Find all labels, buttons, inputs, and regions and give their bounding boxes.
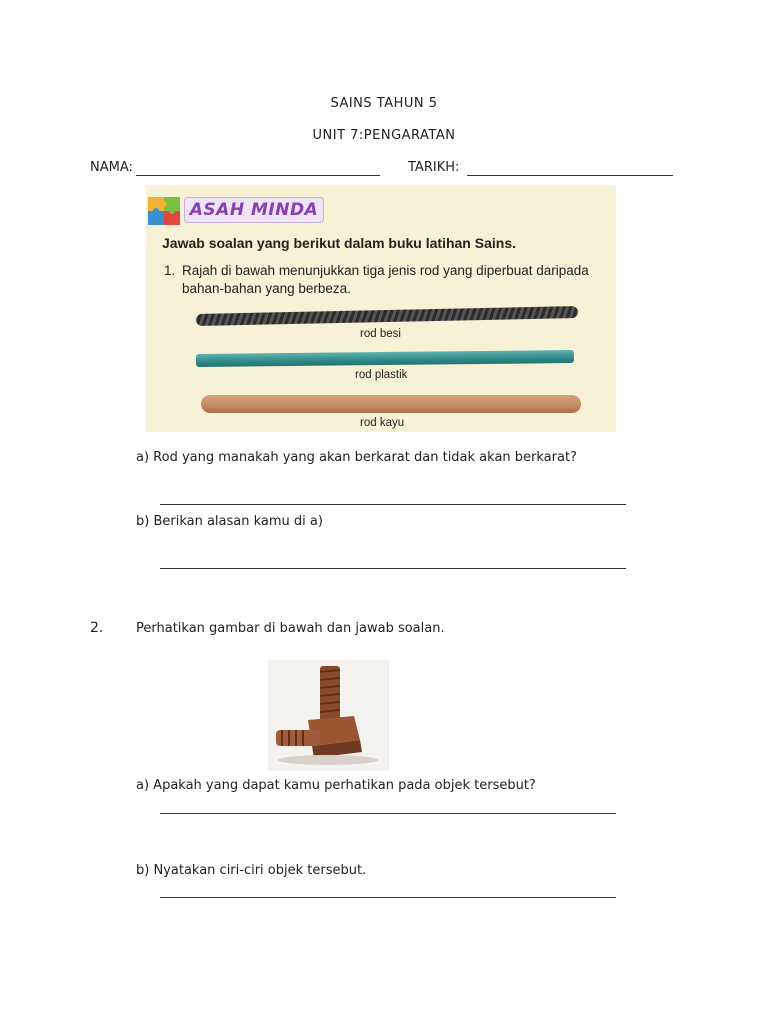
asah-minda-banner	[184, 197, 324, 223]
textbook-q1-line2: bahan-bahan yang berbeza.	[182, 281, 351, 296]
date-label: TARIKH:	[408, 160, 460, 175]
rod-label-plastic: rod plastik	[355, 369, 408, 381]
asah-minda-title: ASAH MINDA	[189, 200, 319, 220]
name-field[interactable]	[136, 175, 380, 176]
question1-a-answer-line[interactable]	[160, 504, 626, 505]
question2-a-text: a) Apakah yang dapat kamu perhatikan pada objek tersebut?	[136, 778, 536, 793]
question2-b-answer-line[interactable]	[160, 897, 616, 898]
plastic-rod	[196, 350, 574, 367]
asah-minda-header	[146, 191, 331, 227]
question2-prompt: Perhatikan gambar di bawah dan jawab soalan.	[136, 621, 445, 636]
rod-label-iron: rod besi	[360, 328, 401, 340]
rusty-bolt-photo	[268, 660, 389, 771]
question2-number: 2.	[90, 620, 104, 636]
rod-label-wood: rod kayu	[360, 417, 405, 429]
textbook-q1-line1: Rajah di bawah menunjukkan tiga jenis rod yang diperbuat daripada	[182, 263, 589, 278]
rusty-bolt-image	[268, 660, 389, 771]
iron-rod	[196, 306, 578, 326]
textbook-q1-number: 1.	[164, 263, 176, 278]
wooden-rod	[201, 395, 581, 413]
worksheet-unit: UNIT 7:PENGARATAN	[312, 128, 456, 143]
question1-b-answer-line[interactable]	[160, 568, 626, 569]
question1-b-text: b) Berikan alasan kamu di a)	[136, 514, 323, 529]
question2-b-text: b) Nyatakan ciri-ciri objek tersebut.	[136, 863, 367, 878]
question2-a-answer-line[interactable]	[160, 813, 616, 814]
textbook-instruction: Jawab soalan yang berikut dalam buku latihan Sains.	[162, 235, 516, 251]
worksheet-subject: SAINS TAHUN 5	[330, 96, 438, 111]
question1-a-text: a) Rod yang manakah yang akan berkarat dan tidak akan berkarat?	[136, 450, 577, 465]
name-label: NAMA:	[90, 160, 133, 175]
date-field[interactable]	[467, 175, 673, 176]
textbook-excerpt	[146, 185, 616, 432]
